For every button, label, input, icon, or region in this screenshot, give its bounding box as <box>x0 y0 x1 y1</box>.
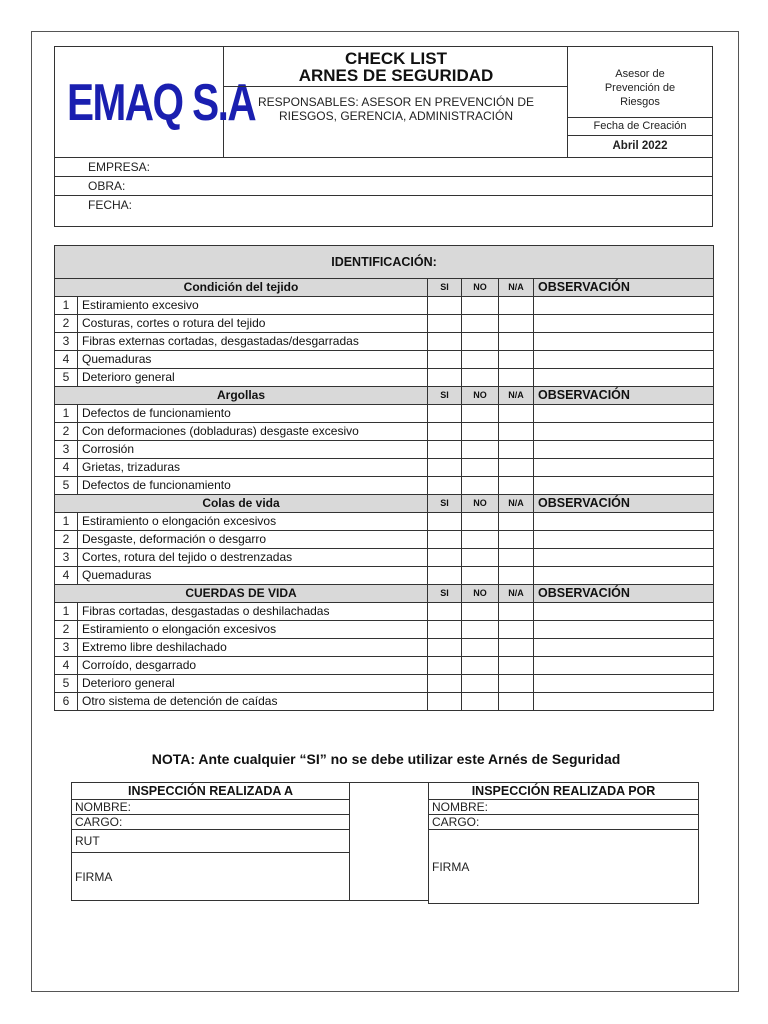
observacion-cell[interactable] <box>534 657 714 675</box>
col-obs-header: OBSERVACIÓN <box>534 495 714 513</box>
na-cell[interactable] <box>499 567 534 585</box>
checklist-wrapper <box>54 245 714 711</box>
fecha-label: FECHA: <box>88 198 133 212</box>
si-cell[interactable] <box>428 351 462 369</box>
item-label: Desgaste, deformación o desgarro <box>78 531 428 549</box>
checklist-item-row <box>55 657 714 675</box>
na-cell[interactable] <box>499 459 534 477</box>
checklist-item-row <box>55 459 714 477</box>
obra-label: OBRA: <box>88 179 126 193</box>
item-label: Corrosión <box>78 441 428 459</box>
observacion-cell[interactable] <box>534 441 714 459</box>
meta-divider-2 <box>568 135 712 136</box>
checklist-item-row <box>55 441 714 459</box>
item-label: Estiramiento excesivo <box>78 297 428 315</box>
na-cell[interactable] <box>499 369 534 387</box>
na-cell[interactable] <box>499 693 534 711</box>
na-cell[interactable] <box>499 351 534 369</box>
observacion-cell[interactable] <box>534 513 714 531</box>
no-cell[interactable] <box>462 315 499 333</box>
item-number: 1 <box>55 513 78 531</box>
checklist-item-row <box>55 513 714 531</box>
col-na-header: N/A <box>499 495 534 513</box>
item-number: 5 <box>55 477 78 495</box>
si-cell[interactable] <box>428 441 462 459</box>
no-cell[interactable] <box>462 675 499 693</box>
na-cell[interactable] <box>499 639 534 657</box>
meta-divider <box>568 117 712 118</box>
nota-text: NOTA: Ante cualquier “SI” no se debe utilizar este Arnés de Seguridad <box>151 751 621 767</box>
col-na-header: N/A <box>499 585 534 603</box>
checklist-item-row <box>55 297 714 315</box>
checklist-item-row <box>55 423 714 441</box>
inspeccion-por-nombre: NOMBRE: <box>429 800 699 815</box>
title-line-2: ARNES DE SEGURIDAD <box>298 66 494 85</box>
checklist-item-row <box>55 315 714 333</box>
responsables-line-1: RESPONSABLES: ASESOR EN PREVENCIÓN DE <box>257 95 535 109</box>
section-header-row <box>55 585 714 603</box>
title-divider <box>224 86 568 87</box>
header-block <box>54 46 713 227</box>
title-line-1: CHECK LIST <box>345 49 447 68</box>
inspeccion-a-firma: FIRMA <box>72 853 350 901</box>
fecha-row <box>55 196 712 214</box>
item-number: 3 <box>55 333 78 351</box>
no-cell[interactable] <box>462 567 499 585</box>
na-cell[interactable] <box>499 657 534 675</box>
col-no-header: NO <box>462 387 499 405</box>
observacion-cell[interactable] <box>534 297 714 315</box>
identificacion-row <box>55 246 714 279</box>
fecha-creacion-value: Abril 2022 <box>612 140 668 152</box>
no-cell[interactable] <box>462 531 499 549</box>
checklist-item-row <box>55 675 714 693</box>
item-label: Con deformaciones (dobladuras) desgaste excesivo <box>78 423 428 441</box>
obra-row <box>55 177 712 196</box>
no-cell[interactable] <box>462 297 499 315</box>
si-cell[interactable] <box>428 405 462 423</box>
na-cell[interactable] <box>499 405 534 423</box>
na-cell[interactable] <box>499 603 534 621</box>
col-no-header: NO <box>462 495 499 513</box>
no-cell[interactable] <box>462 513 499 531</box>
no-cell[interactable] <box>462 657 499 675</box>
item-label: Fibras externas cortadas, desgastadas/desgarradas <box>78 333 428 351</box>
si-cell[interactable] <box>428 333 462 351</box>
observacion-cell[interactable] <box>534 549 714 567</box>
fecha-creacion-label: Fecha de Creación <box>593 120 687 132</box>
inspeccion-a-rut: RUT <box>72 830 350 853</box>
no-cell[interactable] <box>462 459 499 477</box>
si-cell[interactable] <box>428 621 462 639</box>
col-no-header: NO <box>462 585 499 603</box>
si-cell[interactable] <box>428 315 462 333</box>
observacion-cell[interactable] <box>534 477 714 495</box>
no-cell[interactable] <box>462 621 499 639</box>
checklist-item-row <box>55 369 714 387</box>
observacion-cell[interactable] <box>534 639 714 657</box>
inspeccion-a-cargo: CARGO: <box>72 815 350 830</box>
item-label: Quemaduras <box>78 567 428 585</box>
item-number: 4 <box>55 567 78 585</box>
item-number: 2 <box>55 423 78 441</box>
asesor-line-2: Prevención de <box>604 82 676 94</box>
meta-cell <box>568 47 712 157</box>
observacion-cell[interactable] <box>534 315 714 333</box>
si-cell[interactable] <box>428 477 462 495</box>
si-cell[interactable] <box>428 567 462 585</box>
na-cell[interactable] <box>499 315 534 333</box>
checklist-item-row <box>55 549 714 567</box>
observacion-cell[interactable] <box>534 333 714 351</box>
company-logo: EMAQ S.A <box>67 74 256 132</box>
observacion-cell[interactable] <box>534 621 714 639</box>
no-cell[interactable] <box>462 693 499 711</box>
checklist-item-row <box>55 693 714 711</box>
na-cell[interactable] <box>499 423 534 441</box>
observacion-cell[interactable] <box>534 423 714 441</box>
item-label: Extremo libre deshilachado <box>78 639 428 657</box>
item-number: 4 <box>55 351 78 369</box>
item-number: 2 <box>55 315 78 333</box>
item-number: 1 <box>55 297 78 315</box>
inspeccion-a-title: INSPECCIÓN REALIZADA A <box>72 783 350 800</box>
logo-cell <box>55 47 256 157</box>
col-si-header: SI <box>428 585 462 603</box>
item-number: 3 <box>55 549 78 567</box>
section-title: CUERDAS DE VIDA <box>55 585 428 603</box>
checklist-table <box>54 245 714 711</box>
item-label: Defectos de funcionamiento <box>78 477 428 495</box>
checklist-item-row <box>55 405 714 423</box>
no-cell[interactable] <box>462 351 499 369</box>
observacion-cell[interactable] <box>534 459 714 477</box>
title-cell <box>224 47 568 157</box>
si-cell[interactable] <box>428 675 462 693</box>
section-title: Colas de vida <box>55 495 428 513</box>
na-cell[interactable] <box>499 441 534 459</box>
na-cell[interactable] <box>499 621 534 639</box>
si-cell[interactable] <box>428 639 462 657</box>
inspeccion-por-box <box>428 782 699 904</box>
item-label: Estiramiento o elongación excesivos <box>78 621 428 639</box>
col-obs-header: OBSERVACIÓN <box>534 279 714 297</box>
asesor-line-3: Riesgos <box>620 96 660 108</box>
col-obs-header: OBSERVACIÓN <box>534 387 714 405</box>
observacion-cell[interactable] <box>534 369 714 387</box>
no-cell[interactable] <box>462 441 499 459</box>
si-cell[interactable] <box>428 513 462 531</box>
item-number: 5 <box>55 369 78 387</box>
na-cell[interactable] <box>499 513 534 531</box>
identificacion-title: IDENTIFICACIÓN: <box>55 246 714 279</box>
observacion-cell[interactable] <box>534 603 714 621</box>
inspeccion-a-blank <box>350 783 429 901</box>
observacion-cell[interactable] <box>534 693 714 711</box>
item-label: Estiramiento o elongación excesivos <box>78 513 428 531</box>
na-cell[interactable] <box>499 531 534 549</box>
checklist-item-row <box>55 477 714 495</box>
si-cell[interactable] <box>428 549 462 567</box>
inspeccion-por-firma: FIRMA <box>429 830 699 904</box>
no-cell[interactable] <box>462 423 499 441</box>
si-cell[interactable] <box>428 693 462 711</box>
document-title <box>224 50 568 84</box>
checklist-item-row <box>55 351 714 369</box>
responsables-line-2: RIESGOS, GERENCIA, ADMINISTRACIÓN <box>278 109 514 123</box>
item-label: Quemaduras <box>78 351 428 369</box>
no-cell[interactable] <box>462 333 499 351</box>
na-cell[interactable] <box>499 333 534 351</box>
observacion-cell[interactable] <box>534 405 714 423</box>
item-number: 3 <box>55 639 78 657</box>
col-obs-header: OBSERVACIÓN <box>534 585 714 603</box>
col-si-header: SI <box>428 387 462 405</box>
section-header-row <box>55 279 714 297</box>
section-header-row <box>55 387 714 405</box>
item-number: 2 <box>55 621 78 639</box>
checklist-item-row <box>55 603 714 621</box>
si-cell[interactable] <box>428 423 462 441</box>
checklist-item-row <box>55 567 714 585</box>
asesor-line-1: Asesor de <box>615 68 665 80</box>
empresa-label: EMPRESA: <box>88 160 151 174</box>
na-cell[interactable] <box>499 549 534 567</box>
item-label: Costuras, cortes o rotura del tejido <box>78 315 428 333</box>
item-label: Deterioro general <box>78 675 428 693</box>
observacion-cell[interactable] <box>534 531 714 549</box>
col-si-header: SI <box>428 495 462 513</box>
observacion-cell[interactable] <box>534 675 714 693</box>
no-cell[interactable] <box>462 549 499 567</box>
si-cell[interactable] <box>428 603 462 621</box>
si-cell[interactable] <box>428 297 462 315</box>
na-cell[interactable] <box>499 477 534 495</box>
item-number: 5 <box>55 675 78 693</box>
item-number: 1 <box>55 405 78 423</box>
info-rows <box>55 157 712 214</box>
item-label: Defectos de funcionamiento <box>78 405 428 423</box>
col-na-header: N/A <box>499 279 534 297</box>
item-number: 4 <box>55 657 78 675</box>
col-si-header: SI <box>428 279 462 297</box>
section-title: Condición del tejido <box>55 279 428 297</box>
si-cell[interactable] <box>428 531 462 549</box>
section-header-row <box>55 495 714 513</box>
na-cell[interactable] <box>499 297 534 315</box>
item-label: Grietas, trizaduras <box>78 459 428 477</box>
no-cell[interactable] <box>462 369 499 387</box>
responsables-text <box>224 95 568 123</box>
inspeccion-a-nombre: NOMBRE: <box>72 800 350 815</box>
item-number: 2 <box>55 531 78 549</box>
inspeccion-por-title: INSPECCIÓN REALIZADA POR <box>429 783 699 800</box>
col-no-header: NO <box>462 279 499 297</box>
inspeccion-a-box <box>71 782 429 901</box>
na-cell[interactable] <box>499 675 534 693</box>
checklist-item-row <box>55 639 714 657</box>
item-number: 6 <box>55 693 78 711</box>
no-cell[interactable] <box>462 477 499 495</box>
col-na-header: N/A <box>499 387 534 405</box>
item-label: Fibras cortadas, desgastadas o deshilachadas <box>78 603 428 621</box>
asesor-label <box>568 67 712 109</box>
si-cell[interactable] <box>428 657 462 675</box>
section-title: Argollas <box>55 387 428 405</box>
item-number: 1 <box>55 603 78 621</box>
item-label: Cortes, rotura del tejido o destrenzadas <box>78 549 428 567</box>
checklist-item-row <box>55 621 714 639</box>
checklist-item-row <box>55 531 714 549</box>
document-page <box>31 31 739 992</box>
no-cell[interactable] <box>462 603 499 621</box>
item-number: 3 <box>55 441 78 459</box>
item-label: Corroído, desgarrado <box>78 657 428 675</box>
no-cell[interactable] <box>462 405 499 423</box>
si-cell[interactable] <box>428 459 462 477</box>
item-number: 4 <box>55 459 78 477</box>
item-label: Deterioro general <box>78 369 428 387</box>
observacion-cell[interactable] <box>534 351 714 369</box>
checklist-item-row <box>55 333 714 351</box>
observacion-cell[interactable] <box>534 567 714 585</box>
item-label: Otro sistema de detención de caídas <box>78 693 428 711</box>
empresa-row <box>55 157 712 177</box>
si-cell[interactable] <box>428 369 462 387</box>
no-cell[interactable] <box>462 639 499 657</box>
inspeccion-por-cargo: CARGO: <box>429 815 699 830</box>
